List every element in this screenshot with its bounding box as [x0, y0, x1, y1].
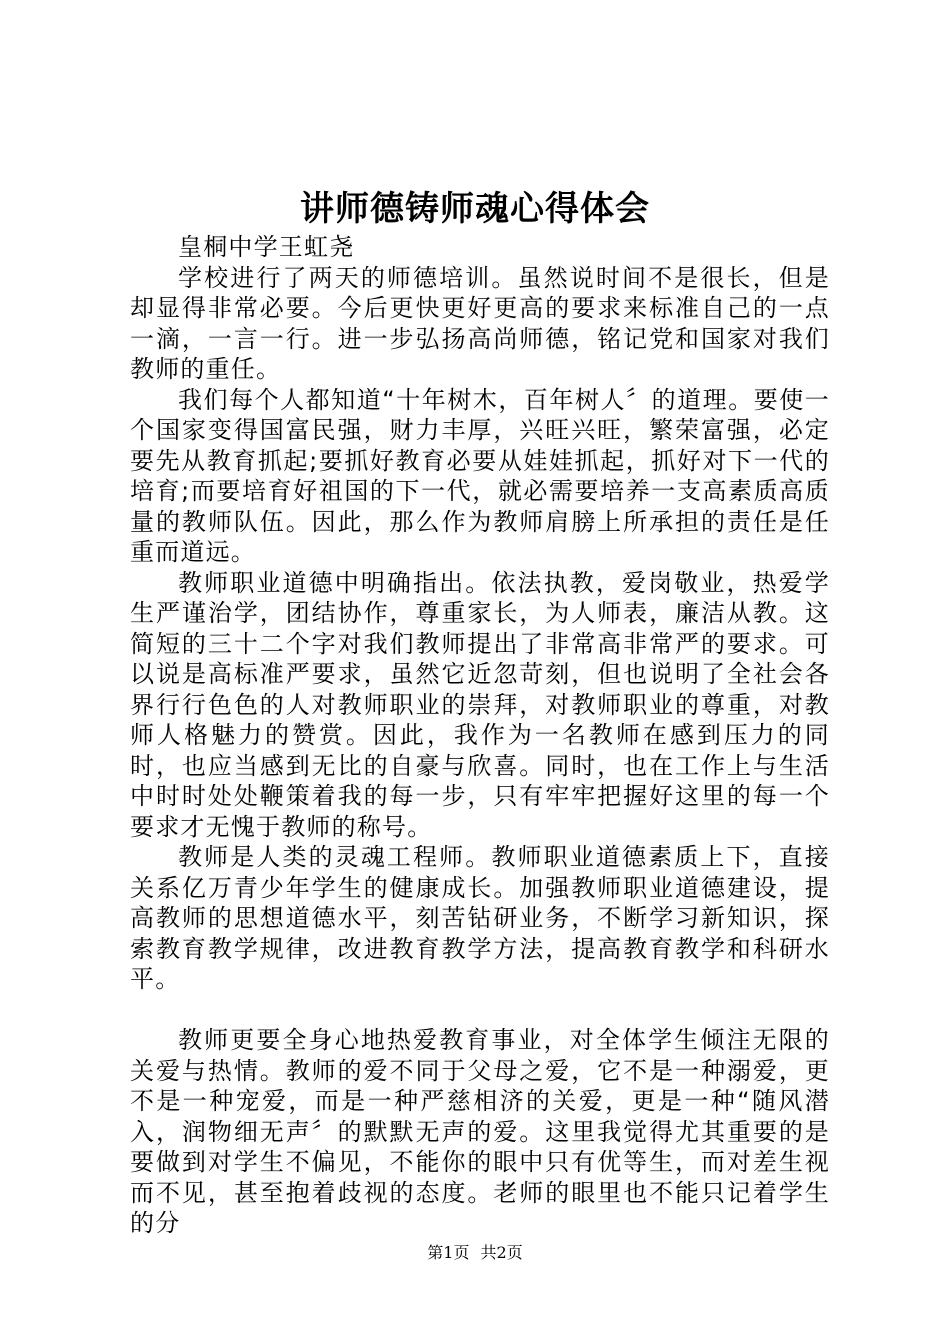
- document-body: [130, 232, 830, 1239]
- paragraph: 教师更要全身心地热爱教育事业，对全体学生倾注无限的关爱与热情。教师的爱不同于父母之爱，它不是一种溺爱，更不是一种宠爱，而是一种严慈相济的关爱，更是一种“随风潜入，润物细无声〞的默默无声的爱。这里我觉得尤其重要的是要做到对学生不偏见，不能你的眼中只有优等生，而对差生视而不见，甚至抱着歧视的态度。老师的眼里也不能只记着学生的分: [130, 1026, 830, 1237]
- page-total: 共2页: [480, 1243, 523, 1262]
- paragraph: 学校进行了两天的师德培训。虽然说时间不是很长，但是却显得非常必要。今后更快更好更高的要求来标准自己的一点一滴，一言一行。进一步弘扬高尚师德，铭记党和国家对我们教师的重任。: [130, 263, 830, 383]
- paragraph: 我们每个人都知道“十年树木，百年树人〞的道理。要使一个国家变得国富民强，财力丰厚，兴旺兴旺，繁荣富强，必定要先从教育抓起;要抓好教育必要从娃娃抓起，抓好对下一代的培育;而要培育好祖国的下一代，就必需要培养一支高素质高质量的教师队伍。因此，那么作为教师肩膀上所承担的责任是任重而道远。: [130, 385, 830, 566]
- document-title: 讲师德铸师魂心得体会: [300, 189, 650, 229]
- page-number: 第1页: [427, 1243, 470, 1262]
- page-footer: [0, 1243, 950, 1263]
- paragraph: 教师是人类的灵魂工程师。教师职业道德素质上下，直接关系亿万青少年学生的健康成长。加强教师职业道德建设，提高教师的思想道德水平，刻苦钻研业务，不断学习新知识，探索教育教学规律，改进教育教学方法，提高教育教学和科研水平。: [130, 843, 830, 993]
- paragraph: 教师职业道德中明确指出。依法执教，爱岗敬业，热爱学生严谨治学，团结协作，尊重家长，为人师表，廉洁从教。这简短的三十二个字对我们教师提出了非常高非常严的要求。可以说是高标准严要求，虽然它近忽苛刻，但也说明了全社会各界行行色色的人对教师职业的崇拜，对教师职业的尊重，对教师人格魅力的赞赏。因此，我作为一名教师在感到压力的同时，也应当感到无比的自豪与欣喜。同时，也在工作上与生活中时时处处鞭策着我的每一步，只有牢牢把握好这里的每一个要求才无愧于教师的称号。: [130, 568, 830, 841]
- author-line: 皇桐中学王虹尧: [178, 233, 355, 261]
